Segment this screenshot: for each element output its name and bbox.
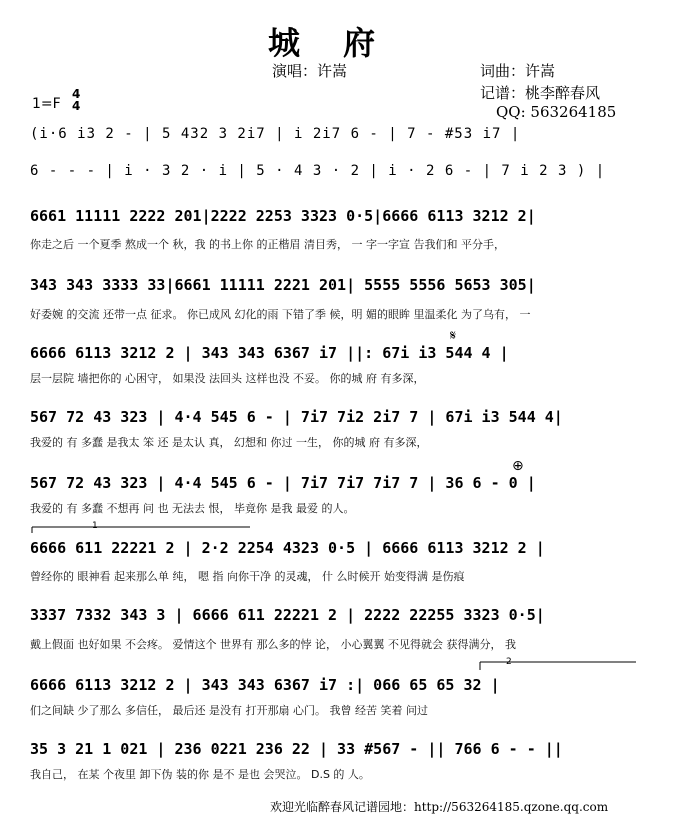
staff-row-11: 35 3 21 1 021 | 236 0221 236 22 | 33 #567 - || 766 6 - - || — [30, 740, 563, 758]
lyric-row-6: 我爱的 有 多蠢 是我太 笨 还 是太认 真， 幻想和 你过 一生， 你的城 府 有多深， — [30, 436, 428, 449]
staff-row-5: 6666 6113 3212 2 | 343 343 6367 i7 ||: 67i i3 544 4 | — [30, 344, 509, 362]
volta-1-number: 1 — [92, 521, 98, 531]
time-signature-bottom: 4 — [72, 99, 81, 113]
lyric-row-10: 们之间缺 少了那么 多信任， 最后还 是没有 打开那扇 心门。 我曾 经苦 笑着 问过 — [30, 704, 428, 717]
staff-row-1: (i·6 i3 2 - | 5 432 3 2i7 | i 2i7 6 - | 7 - #53 i7 | — [30, 126, 521, 142]
lyric-row-9: 戴上假面 也好如果 不会疼。 爱情这个 世界有 那么多的悖 论， 小心翼翼 不见得就会 获得满分， 我 — [30, 638, 516, 651]
lyric-row-7: 我爱的 有 多蠢 不想再 问 也 无法去 恨， 毕竟你 是我 最爱 的人。 — [30, 502, 355, 515]
staff-row-10: 6666 6113 3212 2 | 343 343 6367 i7 :| 066 65 65 32 | — [30, 676, 500, 694]
qq-contact: QQ: 563264185 — [496, 103, 617, 121]
volta-2-number: 2 — [506, 657, 512, 667]
composer-credit: 词曲：许嵩 — [480, 62, 556, 80]
song-title: 城 府 — [268, 24, 392, 62]
singer-credit: 演唱：许嵩 — [272, 62, 348, 80]
time-signature-top: 4 — [72, 87, 81, 101]
lyric-row-3: 你走之后 一个夏季 熬成一个 秋，我 的书上你 的正楷眉 清目秀， 一 字一字宣 告我们和 平分手， — [30, 238, 505, 251]
footer-credit: 欢迎光临醉春风记谱园地：http://563264185.qzone.qq.com — [270, 800, 609, 814]
staff-row-4: 343 343 3333 33|6661 11111 2221 201| 5555 5556 5653 305| — [30, 276, 536, 294]
lyric-row-8: 曾经你的 眼神看 起来那么单 纯， 嗯 指 向你干净 的灵魂， 什 么时候开 始变得满 是伤痕 — [30, 570, 465, 583]
key-signature: 1=F — [32, 96, 61, 112]
staff-row-2: 6 - - - | i · 3 2 · i | 5 · 4 3 · 2 | i · 2 6 - | 7 i 2 3 ) | — [30, 163, 606, 179]
staff-row-3: 6661 11111 2222 201|2222 2253 3323 0·5|6666 6113 3212 2| — [30, 207, 536, 225]
staff-row-8: 6666 611 22221 2 | 2·2 2254 4323 0·5 | 6666 6113 3212 2 | — [30, 539, 545, 557]
segno-mark: 𝄋 — [450, 328, 457, 344]
staff-row-9: 3337 7332 343 3 | 6666 611 22221 2 | 2222 22255 3323 0·5| — [30, 606, 545, 624]
lyric-row-11: 我自己， 在某 个夜里 卸下伪 装的你 是不 是也 会哭泣。 D.S 的 人。 — [30, 768, 370, 781]
lyric-row-5: 层一层院 墙把你的 心困守， 如果没 法回头 这样也没 不妥。 你的城 府 有多深， — [30, 372, 425, 385]
lyric-row-4: 好委婉 的交流 还带一点 征求。 你已成风 幻化的雨 下错了季 候，明 媚的眼眸 里温柔化 为了乌有， 一 — [30, 308, 531, 321]
staff-row-7: 567 72 43 323 | 4·4 545 6 - | 7i7 7i7 7i7 7 | 36 6 - 0 | — [30, 474, 536, 492]
coda-mark: ⊕ — [512, 458, 524, 474]
transcriber-credit: 记谱：桃李醉春风 — [480, 84, 601, 102]
staff-row-6: 567 72 43 323 | 4·4 545 6 - | 7i7 7i2 2i7 7 | 67i i3 544 4| — [30, 408, 563, 426]
